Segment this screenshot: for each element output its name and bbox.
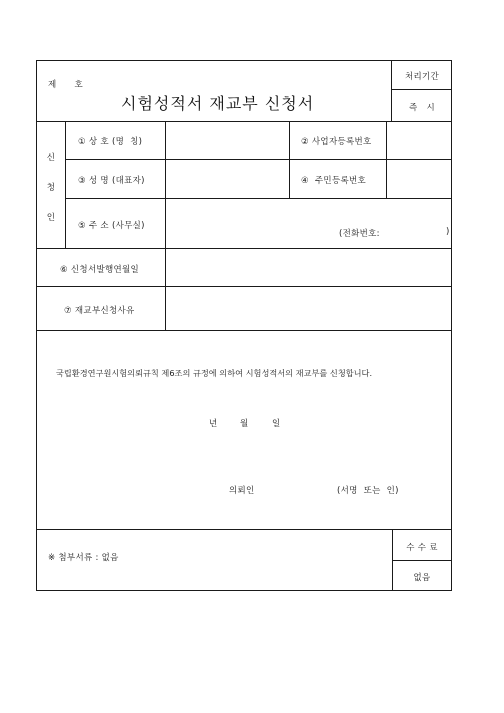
representative-name-field[interactable] — [166, 160, 288, 198]
attachments-note: ※ 첨부서류 : 없음 — [48, 553, 119, 563]
issue-date-field[interactable] — [166, 249, 451, 286]
fee-mid-line — [392, 560, 452, 561]
address-field[interactable] — [166, 199, 451, 248]
application-statement: 국립환경연구원시험의뢰규칙 제6조의 규정에 의하여 시험성적서의 재교부를 신청합니다. — [56, 368, 373, 378]
resident-registration-label: ④ 주민등록번호 — [301, 176, 366, 186]
document-number-label: 제 호 — [48, 80, 84, 90]
reissue-reason-field[interactable] — [166, 287, 451, 330]
applicant-label-char-3: 인 — [46, 213, 56, 223]
resident-registration-field[interactable] — [387, 160, 451, 198]
business-registration-label: ② 사업자등록번호 — [301, 137, 372, 147]
document-title: 시험성적서 재교부 신청서 — [121, 94, 315, 113]
date-year: 년 — [209, 419, 218, 429]
phone-label: (전화번호: — [339, 229, 380, 239]
processing-period-label: 처리기간 — [404, 72, 440, 82]
phone-close-paren: ) — [446, 227, 450, 237]
fee-value: 없음 — [413, 573, 431, 583]
mid-col-line-a — [289, 121, 290, 199]
applicant-label-char-1: 신 — [46, 153, 56, 163]
requester-signature-field[interactable] — [268, 478, 330, 496]
reissue-reason-label: ⑦ 재교부신청사유 — [64, 306, 135, 316]
signature-note: (서명 또는 인) — [337, 486, 399, 496]
company-name-field[interactable] — [166, 122, 288, 159]
header-mid-line — [391, 89, 452, 90]
applicant-label-char-2: 청 — [46, 183, 56, 193]
address-label: ⑤ 주 소 (사무실) — [78, 221, 145, 231]
frame-bottom — [36, 590, 452, 591]
date-month: 월 — [240, 419, 249, 429]
company-name-label: ① 상 호 (명 칭) — [78, 137, 143, 147]
frame-left — [36, 60, 37, 591]
frame-top — [36, 60, 452, 61]
reason-row-bottom — [36, 330, 452, 331]
issue-date-label: ⑥ 신청서발행연월일 — [60, 265, 140, 275]
fee-label: 수 수 료 — [406, 543, 438, 553]
date-day: 일 — [272, 419, 281, 429]
footer-top-line — [36, 529, 452, 530]
processing-period-value: 즉 시 — [408, 103, 436, 113]
requester-label: 의뢰인 — [229, 486, 255, 496]
frame-right — [451, 60, 452, 591]
business-registration-field[interactable] — [387, 122, 451, 159]
representative-name-label: ③ 성 명 (대표자) — [78, 176, 145, 186]
